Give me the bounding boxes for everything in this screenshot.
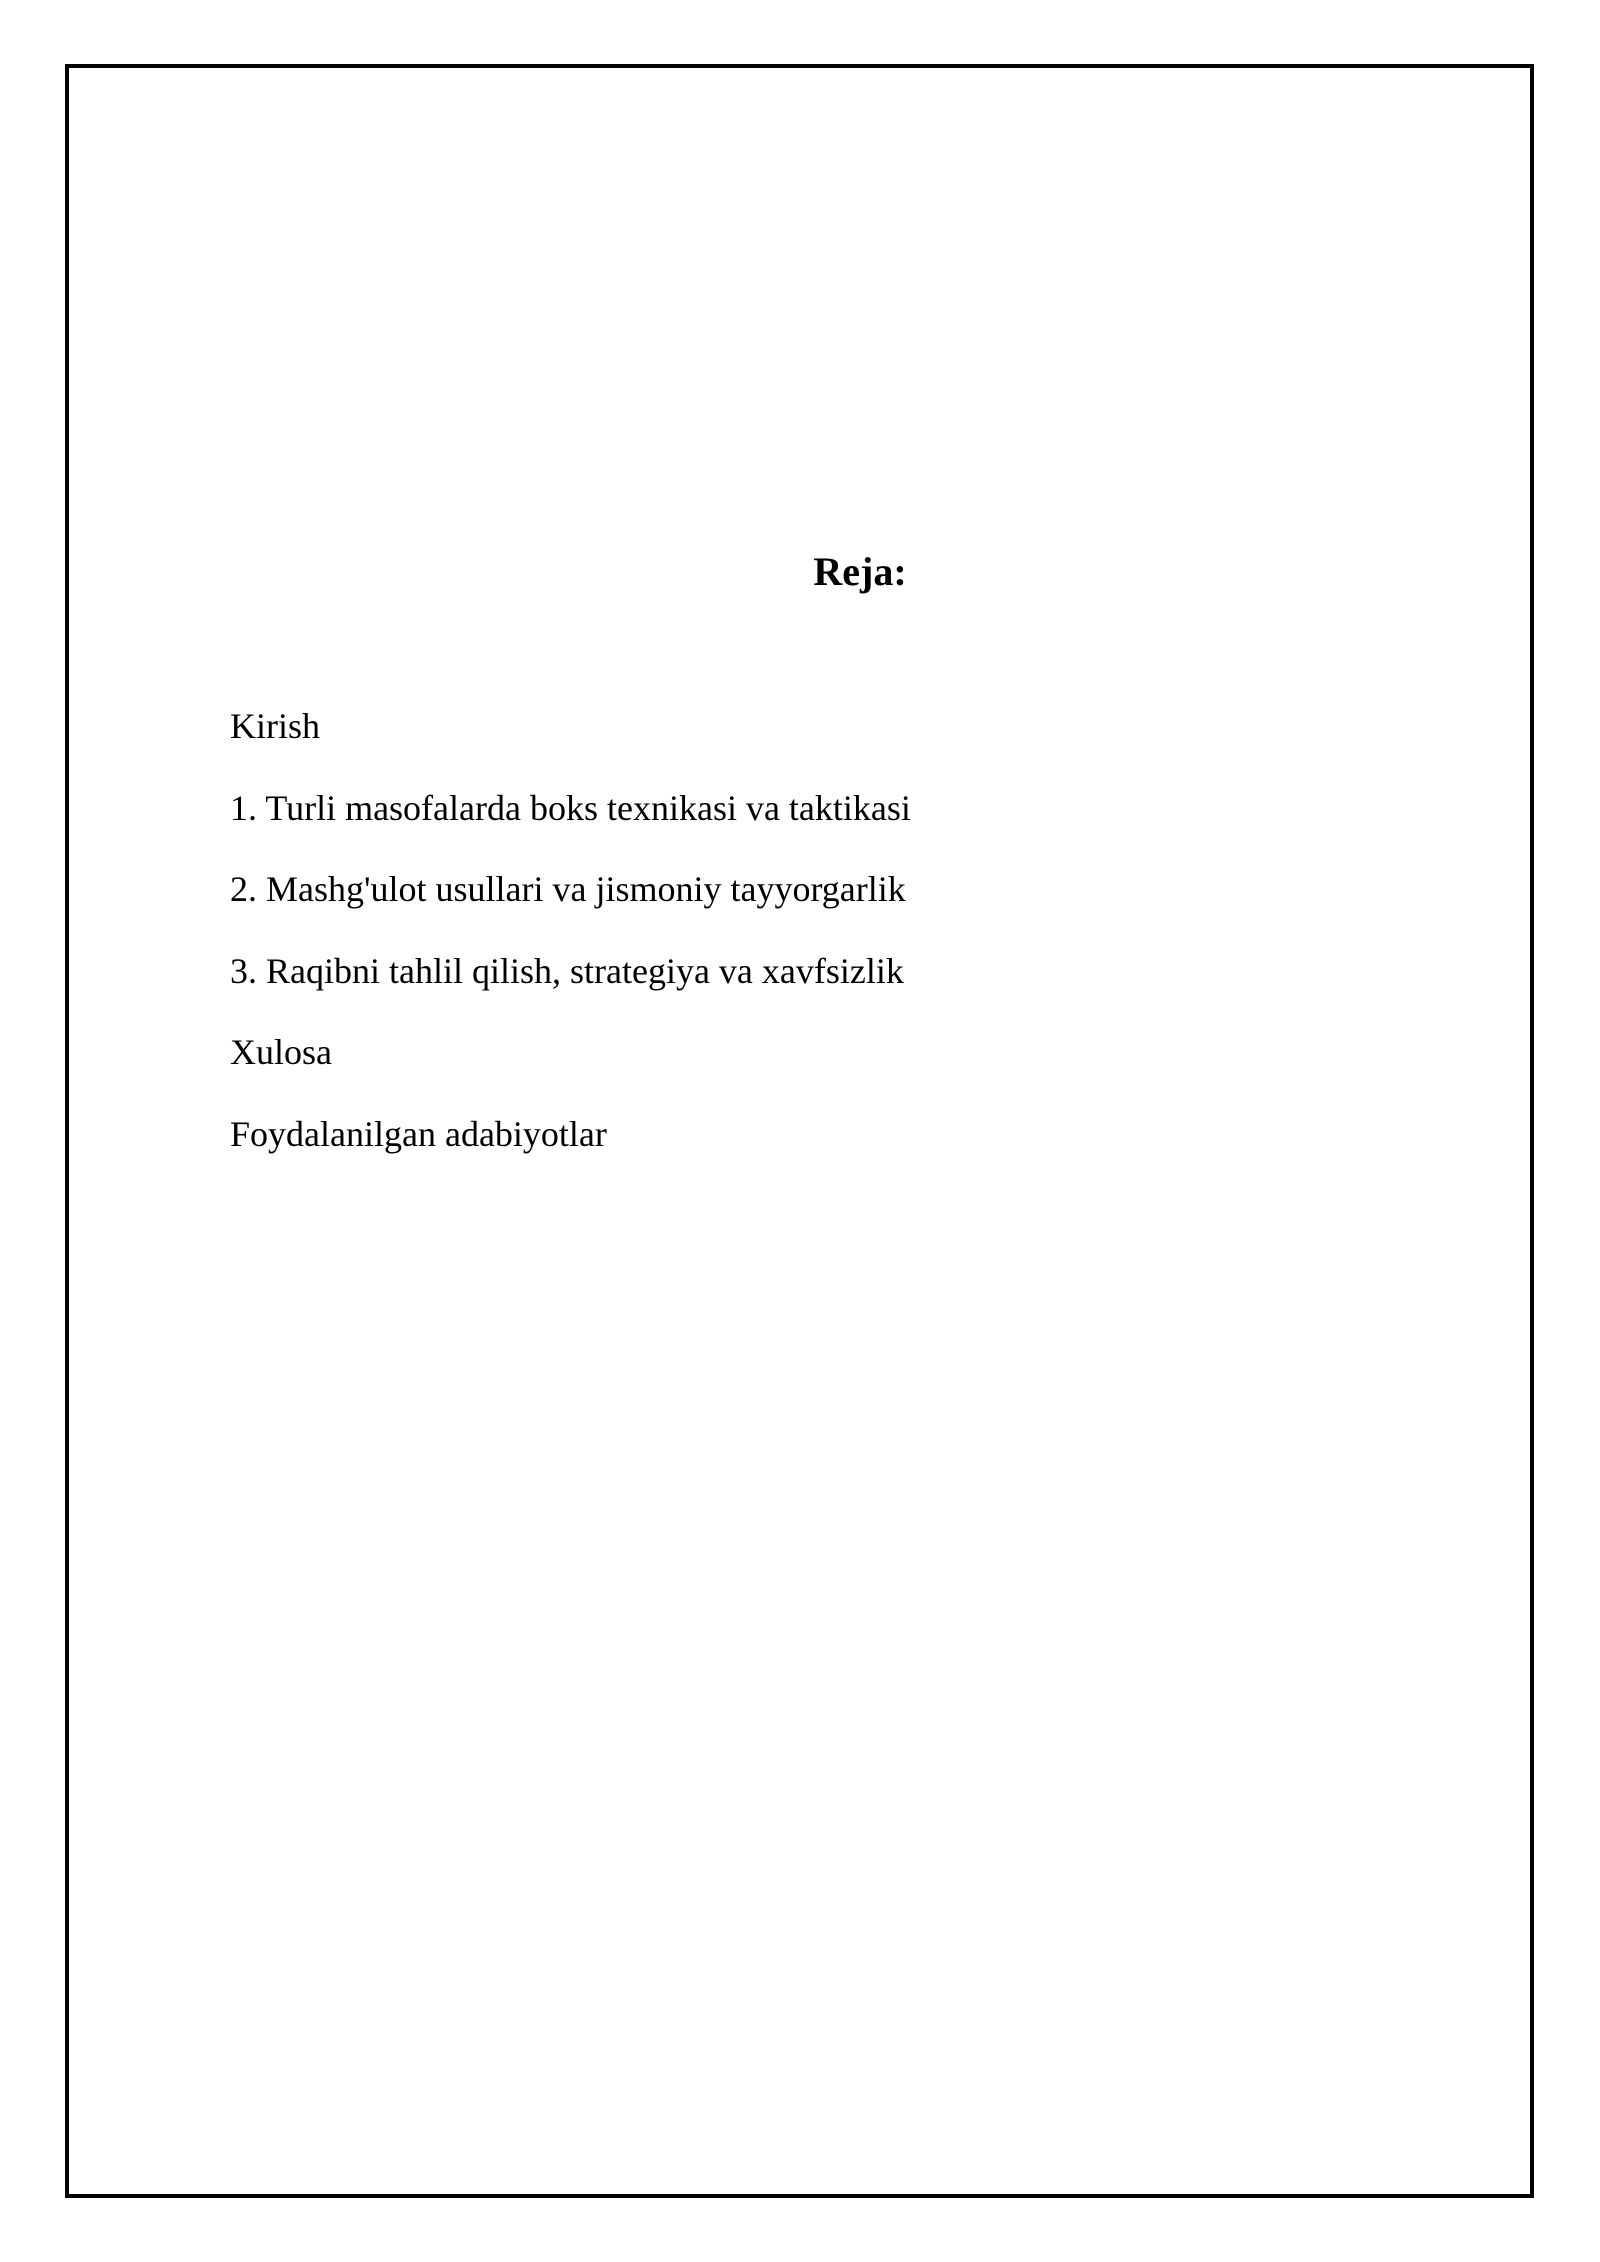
table-of-contents bbox=[230, 704, 911, 1193]
toc-item-introduction: Kirish bbox=[230, 706, 320, 746]
toc-item-conclusion: Xulosa bbox=[230, 1032, 332, 1072]
toc-item-2: 2. Mashg'ulot usullari va jismoniy tayyorgarlik bbox=[230, 869, 906, 909]
toc-item-references: Foydalanilgan adabiyotlar bbox=[230, 1113, 607, 1154]
toc-item-3: 3. Raqibni tahlil qilish, strategiya va xavfsizlik bbox=[230, 950, 904, 991]
toc-item-1: 1. Turli masofalarda boks texnikasi va taktikasi bbox=[230, 787, 911, 828]
page-title: Reja: bbox=[813, 549, 907, 594]
